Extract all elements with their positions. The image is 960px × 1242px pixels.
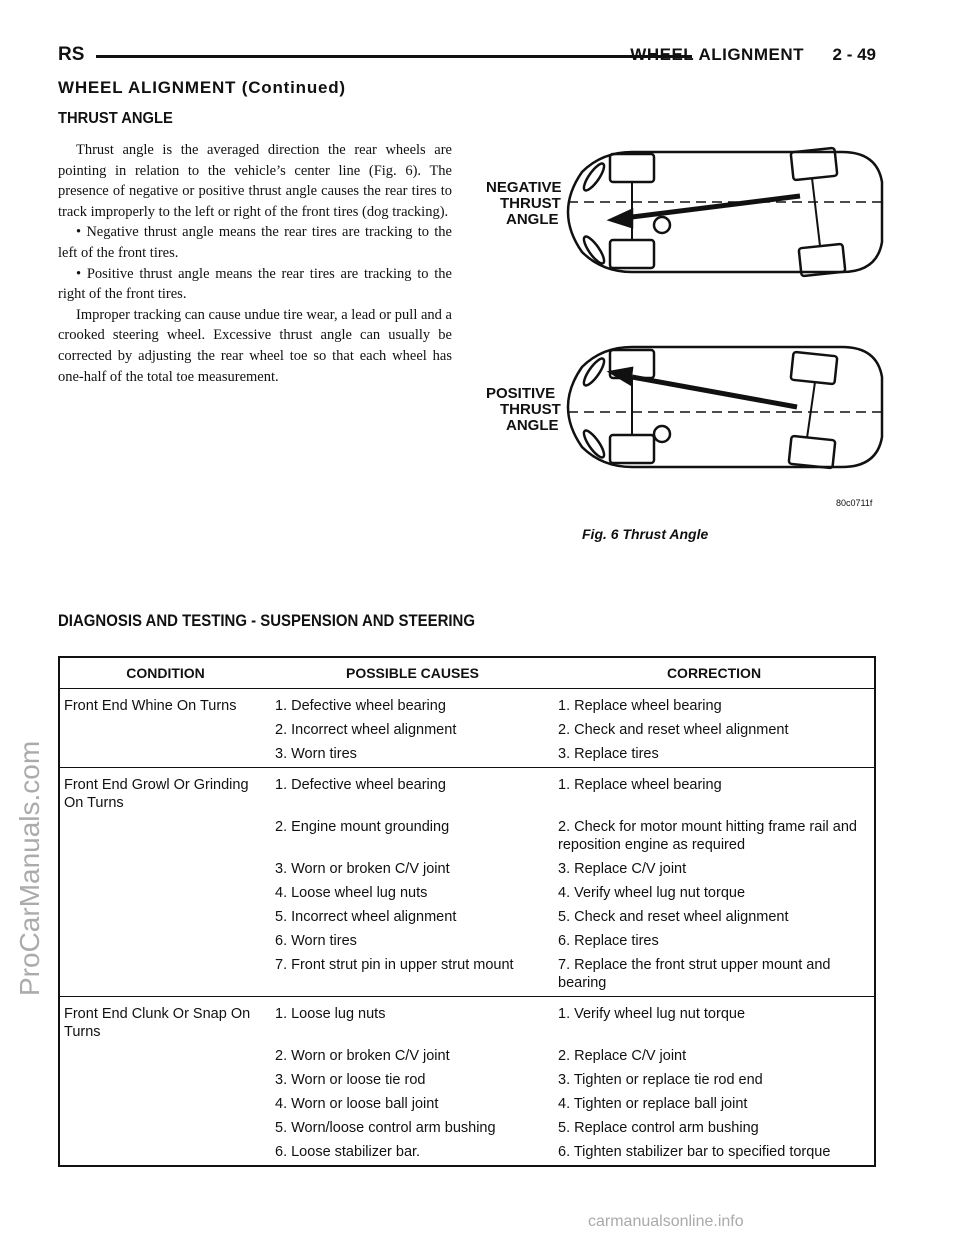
table-row xyxy=(59,743,875,768)
correction-cell: 1. Replace wheel bearing xyxy=(554,768,875,817)
correction-cell: 3. Replace C/V joint xyxy=(558,861,687,877)
pos-label-line: ANGLE xyxy=(506,417,559,434)
cause-cell: 5. Worn/loose control arm bushing xyxy=(275,1120,496,1136)
table-row xyxy=(59,882,875,906)
condition-cell: Front End Clunk Or Snap On Turns xyxy=(59,997,271,1046)
correction-cell: 2. Check for motor mount hitting frame rail and reposition engine as required xyxy=(558,819,857,853)
figure-id: 80c0711f xyxy=(836,498,873,508)
condition-cell: Front End Whine On Turns xyxy=(64,698,237,714)
cause-cell: 6. Worn tires xyxy=(275,933,357,949)
thrust-angle-diagram xyxy=(482,132,892,512)
figure-caption: Fig. 6 Thrust Angle xyxy=(582,526,709,542)
page-number: 2 - 49 xyxy=(832,45,876,64)
table-row xyxy=(59,719,875,743)
paragraph: Thrust angle is the averaged direction the rear wheels are pointing in relation to the vehicle’s center line (Fig. 6). The presence of negative or positive thrust angle causes the rear tires to track improperly to the left or right of the front tires (dog tracking). xyxy=(58,142,452,220)
continued-heading: WHEEL ALIGNMENT (Continued) xyxy=(58,78,346,97)
header-title: WHEEL ALIGNMENT xyxy=(630,45,804,64)
column-header: CONDITION xyxy=(59,657,271,689)
cause-cell: 1. Loose lug nuts xyxy=(271,997,554,1046)
correction-cell: 6. Replace tires xyxy=(558,933,659,949)
cause-cell: 6. Loose stabilizer bar. xyxy=(275,1144,421,1160)
positive-label xyxy=(486,385,561,434)
cause-cell: 1. Defective wheel bearing xyxy=(271,768,554,817)
cause-cell: 3. Worn tires xyxy=(275,746,357,762)
column-header: POSSIBLE CAUSES xyxy=(271,657,554,689)
pos-label-line: THRUST xyxy=(500,401,561,418)
cause-cell: 5. Incorrect wheel alignment xyxy=(275,909,457,925)
neg-label-line: NEGATIVE xyxy=(486,179,562,196)
table-row xyxy=(59,930,875,954)
correction-cell: 6. Tighten stabilizer bar to specified torque xyxy=(558,1144,831,1160)
paragraph: Improper tracking can cause undue tire wear, a lead or pull and a crooked steering wheel. Excessive thrust angle can usually be corrected by adjusting the rear wheel toe so that each wheel has one-half of the total toe measurement. xyxy=(58,306,452,385)
correction-cell: 4. Verify wheel lug nut torque xyxy=(558,885,746,901)
table-row xyxy=(59,816,875,858)
cause-cell: 2. Engine mount grounding xyxy=(275,819,450,835)
cause-cell: 2. Incorrect wheel alignment xyxy=(275,722,457,738)
watermark: ProCarManuals.com xyxy=(14,740,45,996)
correction-cell: 5. Check and reset wheel alignment xyxy=(558,909,789,925)
table-row xyxy=(59,1069,875,1093)
table-row xyxy=(59,858,875,882)
cause-cell: 7. Front strut pin in upper strut mount xyxy=(275,957,514,973)
table-row xyxy=(59,689,875,720)
cause-cell: 3. Worn or broken C/V joint xyxy=(275,861,450,877)
correction-cell: 2. Replace C/V joint xyxy=(558,1048,687,1064)
negative-car-illustration xyxy=(568,148,882,276)
table-row xyxy=(59,1093,875,1117)
correction-cell: 5. Replace control arm bushing xyxy=(558,1120,759,1136)
cause-cell: 3. Worn or loose tie rod xyxy=(275,1072,426,1088)
neg-label-line: ANGLE xyxy=(506,211,559,228)
correction-cell: 2. Check and reset wheel alignment xyxy=(558,722,789,738)
watermark-footer: carmanualsonline.info xyxy=(588,1213,744,1230)
bullet-paragraph: • Positive thrust angle means the rear tires are tracking to the right of the front tires. xyxy=(58,265,452,303)
correction-cell: 3. Tighten or replace tie rod end xyxy=(558,1072,763,1088)
section-title: THRUST ANGLE xyxy=(58,110,173,127)
table-row xyxy=(59,906,875,930)
table-row xyxy=(59,768,875,817)
cause-cell: 4. Worn or loose ball joint xyxy=(275,1096,439,1112)
condition-cell: Front End Growl Or Grinding On Turns xyxy=(59,768,271,817)
thrust-angle-figure xyxy=(482,132,892,512)
correction-cell: 3. Replace tires xyxy=(558,746,659,762)
table-row xyxy=(59,1045,875,1069)
header-left: RS xyxy=(58,44,85,65)
positive-car-illustration xyxy=(568,347,882,468)
table-row xyxy=(59,954,875,997)
table-row xyxy=(59,997,875,1046)
cause-cell: 4. Loose wheel lug nuts xyxy=(275,885,428,901)
negative-label xyxy=(486,179,562,228)
table-row xyxy=(59,1117,875,1141)
diagnosis-table xyxy=(58,656,876,1167)
correction-cell: 1. Verify wheel lug nut torque xyxy=(554,997,875,1046)
cause-cell: 1. Defective wheel bearing xyxy=(275,698,446,714)
neg-label-line: THRUST xyxy=(500,195,561,212)
header-rule xyxy=(96,55,692,58)
correction-cell: 7. Replace the front strut upper mount and bearing xyxy=(558,957,831,991)
pos-label-line: POSITIVE xyxy=(486,385,556,402)
diagnosis-title: DIAGNOSIS AND TESTING - SUSPENSION AND STEERING xyxy=(58,611,475,630)
correction-cell: 4. Tighten or replace ball joint xyxy=(558,1096,748,1112)
page-header xyxy=(58,44,876,74)
correction-cell: 1. Replace wheel bearing xyxy=(558,698,722,714)
table-row xyxy=(59,1141,875,1166)
column-header: CORRECTION xyxy=(554,657,875,689)
bullet-paragraph: • Negative thrust angle means the rear tires are tracking to the left of the front tires. xyxy=(58,224,452,261)
cause-cell: 2. Worn or broken C/V joint xyxy=(275,1048,450,1064)
body-text xyxy=(58,140,452,387)
